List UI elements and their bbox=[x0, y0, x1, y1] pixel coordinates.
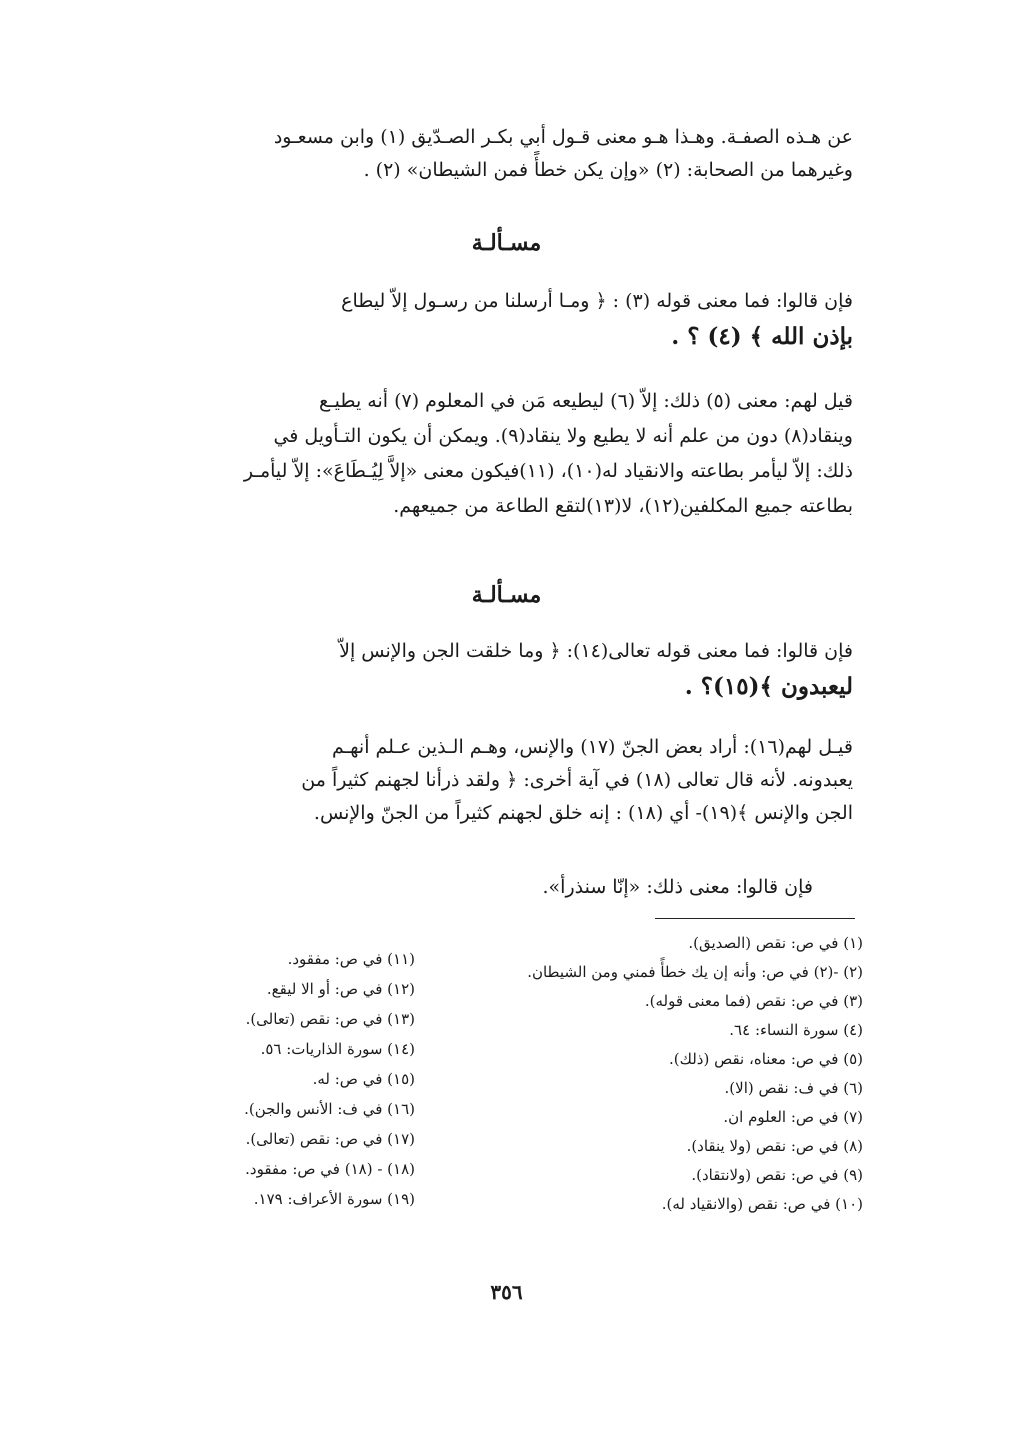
footnote: (١٩) سورة الأعراف: ١٧٩. bbox=[253, 1190, 415, 1208]
footnote: (٦) في ف: نقص (الا). bbox=[724, 1079, 863, 1097]
footnote: (٢) -(٢) في ص: وأنه إن يك خطأً فمني ومن الشيطان. bbox=[527, 963, 863, 981]
footnote: (١٧) في ص: نقص (تعالى). bbox=[245, 1130, 415, 1148]
page-number: ٣٥٦ bbox=[490, 1280, 523, 1304]
footnote: (١١) في ص: مفقود. bbox=[287, 950, 415, 968]
paragraph-6 bbox=[153, 878, 853, 897]
paragraph-line-quran: ليعبدون ﴾(١٥)؟ . bbox=[684, 673, 853, 700]
paragraph-line: وينقاد(٨) دون من علم أنه لا يطيع ولا ينقاد(٩). ويمكن أن يكون التـأويل في bbox=[273, 425, 853, 447]
footnote: (٣) في ص: نقص (فما معنى قوله). bbox=[644, 992, 863, 1010]
paragraph-line: قيل لهم: معنى (٥) ذلك: إلاّ (٦) ليطيعه مَن في المعلوم (٧) أنه يطيـع bbox=[318, 390, 853, 412]
paragraph-line-quran: بإذن الله ﴾ (٤) ؟ . bbox=[671, 323, 853, 350]
footnote: (١٥) في ص: له. bbox=[312, 1070, 415, 1088]
paragraph-1 bbox=[153, 128, 853, 180]
footnotes-left-column bbox=[185, 952, 415, 1207]
footnote: (١٤) سورة الذاريات: ٥٦. bbox=[260, 1040, 415, 1058]
footnote: (٧) في ص: العلوم ان. bbox=[723, 1108, 863, 1126]
footnote: (٨) في ص: نقص (ولا ينقاد). bbox=[686, 1137, 863, 1155]
footnote: (١٣) في ص: نقص (تعالى). bbox=[245, 1010, 415, 1028]
footnote: (١٠) في ص: نقص (والانقياد له). bbox=[661, 1195, 863, 1213]
footnote: (٤) سورة النساء: ٦٤. bbox=[729, 1021, 863, 1039]
footnote: (٩) في ص: نقص (ولانتقاد). bbox=[691, 1166, 863, 1184]
section-heading: مسـألـة bbox=[471, 230, 542, 256]
paragraph-line: عن هـذه الصفـة. وهـذا هـو معنى قـول أبي بكـر الصـدّيق (١) وابن مسعـود bbox=[273, 126, 853, 148]
paragraph-4 bbox=[153, 642, 853, 698]
footnote: (١٨) - (١٨) في ص: مفقود. bbox=[245, 1160, 415, 1178]
footnote: (٥) في ص: معناه، نقص (ذلك). bbox=[668, 1050, 863, 1068]
paragraph-line: ذلك: إلاّ ليأمر بطاعته والانقياد له(١٠)، (١١)فيكون معنى «إلاَّ لِيُـطَاعَ»: إلاّ ليأمـر bbox=[243, 460, 853, 482]
footnote: (١) في ص: نقص (الصديق). bbox=[688, 934, 863, 952]
paragraph-5 bbox=[153, 738, 853, 823]
paragraph-line-quran: فإن قالوا: فما معنى قوله (٣) : ﴿ ومـا أرسلنا من رسـول إلاّ ليطاع bbox=[341, 290, 853, 312]
paragraph-line: فإن قالوا: معنى ذلك: «إنّا سنذرأ». bbox=[542, 876, 813, 898]
paragraph-line: قيـل لهم(١٦): أراد بعض الجنّ (١٧) والإنس، وهـم الـذين عـلم أنهـم bbox=[331, 736, 853, 758]
paragraph-line: بطاعته جميع المكلفين(١٢)، لا(١٣)لتقع الطاعة من جميعهم. bbox=[393, 495, 853, 517]
footnote: (١٦) في ف: الأنس والجن). bbox=[244, 1100, 415, 1118]
footnote: (١٢) في ص: أو الا ليقع. bbox=[266, 980, 415, 998]
paragraph-line: وغيرهما من الصحابة: (٢) «وإن يكن خطأً فمن الشيطان» (٢) . bbox=[363, 159, 853, 181]
section-heading: مسـألـة bbox=[471, 582, 542, 608]
paragraph-line-quran: فإن قالوا: فما معنى قوله تعالى(١٤): ﴿ وما خلقت الجن والإنس إلاّ bbox=[339, 640, 853, 662]
paragraph-2 bbox=[153, 292, 853, 348]
paragraph-3 bbox=[153, 392, 853, 516]
footnote-separator bbox=[655, 918, 855, 919]
footnotes-right-column bbox=[463, 936, 863, 1212]
paragraph-line: يعبدونه. لأنه قال تعالى (١٨) في آية أخرى: ﴿ ولقد ذرأنا لجهنم كثيراً من bbox=[301, 769, 853, 791]
paragraph-line: الجن والإنس ﴾(١٩)- أي (١٨) : إنه خلق لجهنم كثيراً من الجنّ والإنس. bbox=[313, 802, 853, 824]
